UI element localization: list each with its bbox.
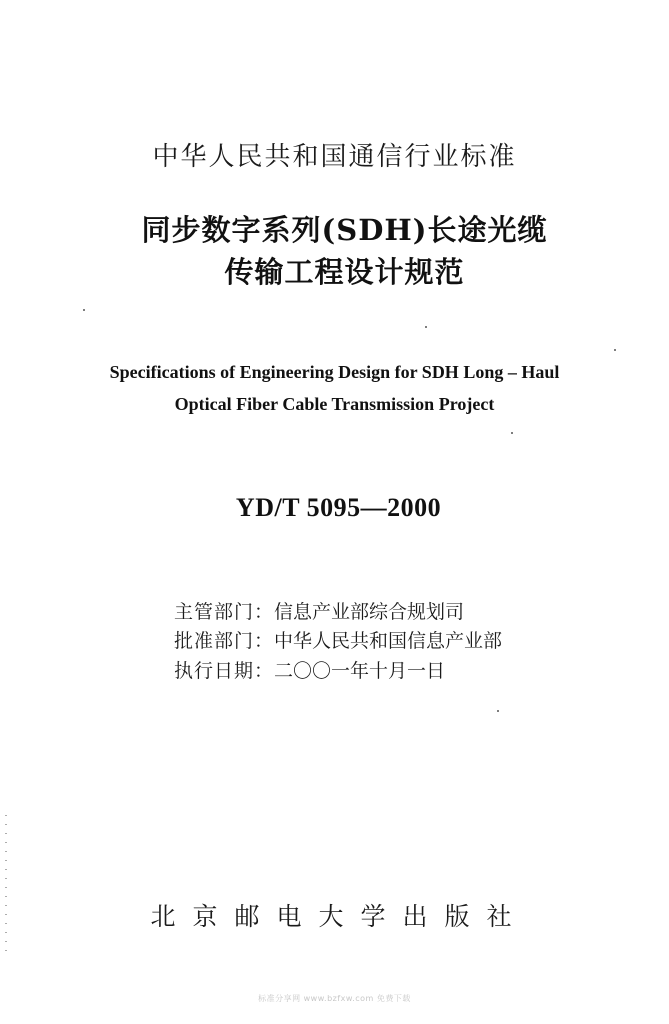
info-label: 执行日期： <box>174 660 275 682</box>
standard-category: 中华人民共和国通信行业标准 <box>152 142 517 172</box>
info-value: 二〇〇一年十月一日 <box>274 660 446 682</box>
scan-speck <box>425 326 427 328</box>
standard-code: YD/T 5095—2000 <box>235 493 442 522</box>
scan-speck <box>614 349 616 351</box>
info-row-effective-date <box>174 656 445 683</box>
scan-edge-marks <box>5 815 7 955</box>
title-en-line-2: Optical Fiber Cable Transmission Project <box>174 394 495 414</box>
scan-speck <box>497 710 499 712</box>
info-value: 中华人民共和国信息产业部 <box>274 630 503 652</box>
title-zh-line-1: 同步数字系列(SDH)长途光缆 <box>141 213 548 247</box>
publisher: 北京邮电大学出版社 <box>150 902 529 931</box>
scan-speck <box>83 309 85 311</box>
scan-speck <box>511 432 513 434</box>
info-label: 主管部门： <box>174 601 275 623</box>
watermark: 标准分享网 www.bzfxw.com 免费下载 <box>258 994 411 1003</box>
info-label: 批准部门： <box>174 630 275 652</box>
info-row-supervising-dept <box>174 597 464 624</box>
info-row-approving-dept <box>174 626 502 653</box>
title-en-line-1: Specifications of Engineering Design for SDH Long – Haul <box>109 362 560 382</box>
info-value: 信息产业部综合规划司 <box>274 601 465 623</box>
title-zh-line-2: 传输工程设计规范 <box>224 255 465 289</box>
